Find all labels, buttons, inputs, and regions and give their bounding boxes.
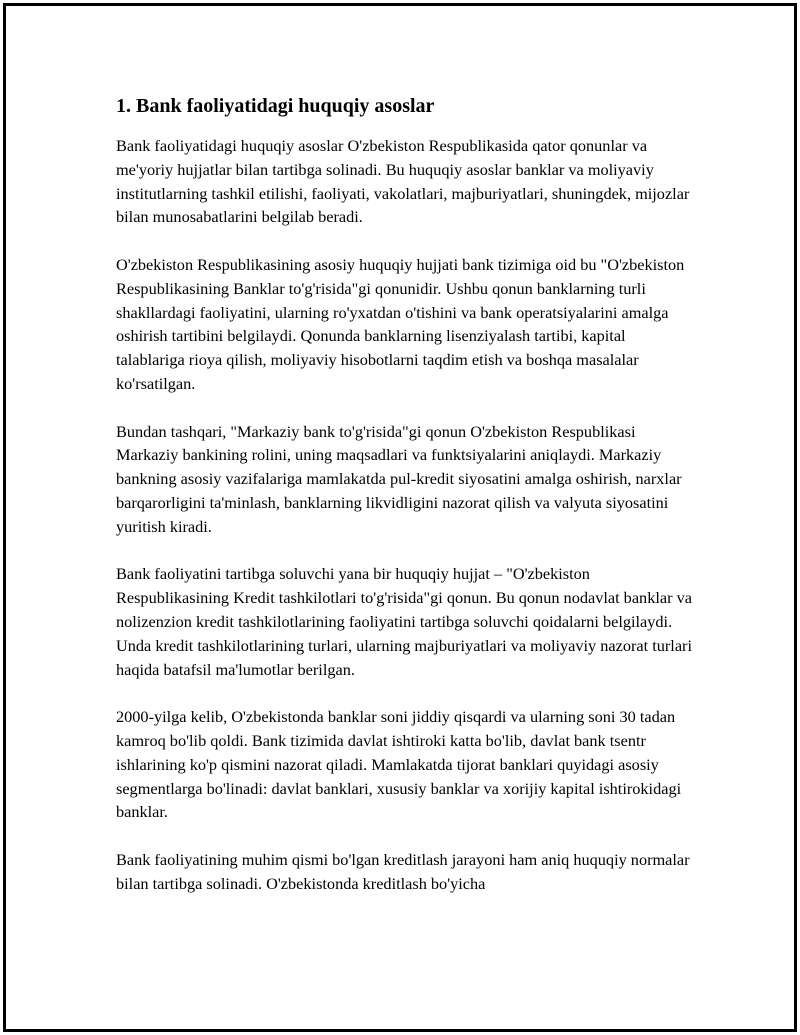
- document-body: [116, 92, 696, 919]
- paragraph: Bank faoliyatidagi huquqiy asoslar O'zbekiston Respublikasida qator qonunlar va me'yoriy hujjatlar bilan tartibga solinadi. Bu huquqiy asoslar banklar va moliyaviy institutlarning tashkil etilishi, faoliyati, vakolatlari, majburiyatlari, shuningdek, mijozlar bilan munosabatlarini belgilab beradi.: [116, 136, 690, 227]
- paragraph: Bundan tashqari, "Markaziy bank to'g'risida"gi qonun O'zbekiston Respublikasi Markaziy bankining rolini, uning maqsadlari va funktsiyalarini aniqlaydi. Markaziy bankning asosiy vazifalariga mamlakatda pul-kredit siyosatini amalga oshirish, narxlar barqarorligini ta'minlash, banklarning likvidligini nazorat qilish va valyuta siyosatini yuritish kiradi.: [116, 421, 682, 536]
- section-title: 1. Bank faoliyatidagi huquqiy asoslar: [116, 95, 435, 117]
- paragraph: 2000-yilga kelib, O'zbekistonda banklar soni jiddiy qisqardi va ularning soni 30 tadan kamroq bo'lib qoldi. Bank tizimida davlat ishtiroki katta bo'lib, davlat bank tsentr ishlarining ko'p qismini nazorat qiladi. Mamlakatda tijorat banklari quyidagi asosiy segmentlarga bo'linadi: davlat banklari, xususiy banklar va xorijiy kapital ishtirokidagi banklar.: [116, 707, 682, 822]
- paragraph: Bank faoliyatining muhim qismi bo'lgan kreditlash jarayoni ham aniq huquqiy normalar bilan tartibga solinadi. O'zbekistonda kreditlash bo'yicha: [116, 849, 690, 893]
- paragraph: Bank faoliyatini tartibga soluvchi yana bir huquqiy hujjat – "O'zbekiston Respublikasining Kredit tashkilotlari to'g'risida"gi qonun. Bu qonun nodavlat banklar va nolizenzion kredit tashkilotlarining faoliyatini tartibga soluvchi qoidalarni belgilaydi. Unda kredit tashkilotlarining turlari, ularning majburiyatlari va moliyaviy nazorat turlari haqida batafsil ma'lumotlar berilgan.: [116, 564, 693, 679]
- paragraph: O'zbekiston Respublikasining asosiy huquqiy hujjati bank tizimiga oid bu "O'zbekiston Respublikasining Banklar to'g'risida"gi qonunidir. Ushbu qonun banklarning turli shakllardagi faoliyatini, ularning ro'yxatdan o'tishini va bank operatsiyalarini amalga oshirish tartibini belgilaydi. Qonunda banklarning lisenziyalash tartibi, kapital talablariga rioya qilish, moliyaviy hisobotlarni taqdim etish va boshqa masalalar ko'rsatilgan.: [116, 254, 685, 393]
